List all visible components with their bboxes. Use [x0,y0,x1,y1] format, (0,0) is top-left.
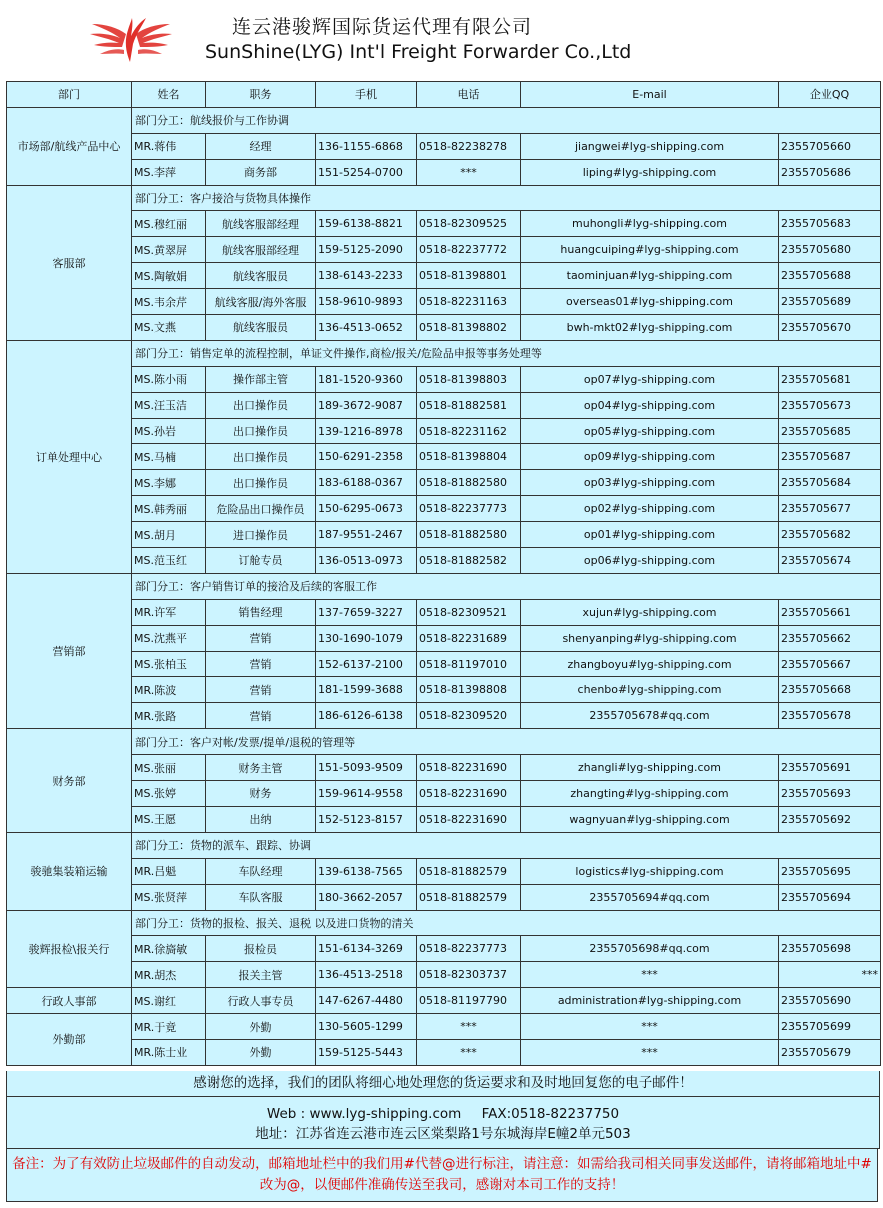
staff-email: op06#lyg-shipping.com [521,548,779,574]
table-row [7,392,881,418]
staff-mobile: 159-5125-2090 [316,237,417,263]
staff-title: 财务主管 [206,755,316,781]
staff-phone: 0518-81398801 [417,263,521,289]
staff-email: zhangboyu#lyg-shipping.com [521,651,779,677]
table-row [7,1039,881,1065]
staff-title: 航线客服员 [206,315,316,341]
staff-name: MS.张贤萍 [132,884,206,910]
staff-title: 航线客服员 [206,263,316,289]
staff-phone: 0518-81882580 [417,522,521,548]
table-row [7,289,881,315]
staff-name: MS.陈小雨 [132,366,206,392]
staff-mobile: 138-6143-2233 [316,263,417,289]
staff-name: MR.胡杰 [132,962,206,988]
staff-title: 行政人事专员 [206,988,316,1014]
staff-email: liping#lyg-shipping.com [521,159,779,185]
staff-phone: *** [417,1039,521,1065]
staff-phone: 0518-82309520 [417,703,521,729]
staff-qq: 2355705699 [779,1014,881,1040]
staff-email: *** [521,962,779,988]
staff-email: administration#lyg-shipping.com [521,988,779,1014]
staff-phone: 0518-81882581 [417,392,521,418]
staff-title: 航线客服部经理 [206,237,316,263]
staff-mobile: 152-5123-8157 [316,806,417,832]
address-text: 地址：江苏省连云港市连云区棠梨路1号东城海岸E幢2单元503 [255,1126,631,1142]
staff-mobile: 189-3672-9087 [316,392,417,418]
staff-qq: 2355705687 [779,444,881,470]
table-row [7,625,881,651]
staff-qq: 2355705698 [779,936,881,962]
department-duty-row [7,185,881,211]
staff-phone: *** [417,1014,521,1040]
staff-name: MS.韦余芹 [132,289,206,315]
staff-title: 报检员 [206,936,316,962]
staff-mobile: 159-9614-9558 [316,781,417,807]
table-row [7,211,881,237]
department-name: 财务部 [7,729,132,833]
staff-phone: 0518-81398808 [417,677,521,703]
staff-qq: 2355705682 [779,522,881,548]
table-row [7,677,881,703]
staff-name: MS.韩秀丽 [132,496,206,522]
department-duty: 部门分工：货物的派车、跟踪、协调 [132,832,881,858]
staff-qq: 2355705679 [779,1039,881,1065]
department-name: 市场部/航线产品中心 [7,107,132,185]
staff-title: 财务 [206,781,316,807]
staff-phone: 0518-81197790 [417,988,521,1014]
staff-email: *** [521,1014,779,1040]
staff-mobile: 150-6291-2358 [316,444,417,470]
staff-email: shenyanping#lyg-shipping.com [521,625,779,651]
staff-qq: 2355705685 [779,418,881,444]
staff-mobile: 150-6295-0673 [316,496,417,522]
staff-name: MS.张丽 [132,755,206,781]
department-name: 行政人事部 [7,988,132,1014]
company-name-en: SunShine(LYG) Int'l Freight Forwarder Co.,Ltd [205,41,632,63]
staff-phone: 0518-82231689 [417,625,521,651]
department-duty-row [7,340,881,366]
staff-name: MR.吕魁 [132,858,206,884]
staff-qq: 2355705667 [779,651,881,677]
staff-name: MS.张婷 [132,781,206,807]
table-row [7,315,881,341]
staff-title: 销售经理 [206,599,316,625]
staff-email: wagnyuan#lyg-shipping.com [521,806,779,832]
column-header: E-mail [521,82,779,108]
staff-phone: 0518-82237773 [417,496,521,522]
staff-phone: 0518-81398804 [417,444,521,470]
staff-name: MS.文燕 [132,315,206,341]
staff-phone: 0518-82309525 [417,211,521,237]
staff-mobile: 181-1599-3688 [316,677,417,703]
department-name: 订单处理中心 [7,340,132,573]
staff-mobile: 139-6138-7565 [316,858,417,884]
header-row [7,82,881,108]
staff-name: MS.陶敏娟 [132,263,206,289]
email-note: 备注：为了有效防止垃圾邮件的自动发动，邮箱地址栏中的我们用#代替@进行标注，请注意：如需给我司相关同事发送邮件，请将邮箱地址中#改为@，以便邮件准确传送至我司，感谢对本司工作的支持！ [6,1149,878,1202]
staff-qq: 2355705693 [779,781,881,807]
staff-email: muhongli#lyg-shipping.com [521,211,779,237]
department-name: 骏辉报检\报关行 [7,910,132,988]
staff-name: MR.许军 [132,599,206,625]
website-text: Web : www.lyg-shipping.com [266,1106,462,1122]
staff-email: op03#lyg-shipping.com [521,470,779,496]
table-row [7,781,881,807]
staff-qq: 2355705692 [779,806,881,832]
staff-title: 车队经理 [206,858,316,884]
staff-phone: *** [417,159,521,185]
staff-phone: 0518-82231690 [417,781,521,807]
staff-qq: 2355705690 [779,988,881,1014]
staff-qq: 2355705674 [779,548,881,574]
table-row [7,936,881,962]
staff-email: *** [521,1039,779,1065]
staff-mobile: 181-1520-9360 [316,366,417,392]
staff-email: 2355705698#qq.com [521,936,779,962]
staff-title: 进口操作员 [206,522,316,548]
staff-email: bwh-mkt02#lyg-shipping.com [521,315,779,341]
table-row [7,522,881,548]
page-header [0,0,883,78]
staff-email: zhangting#lyg-shipping.com [521,781,779,807]
column-header: 部门 [7,82,132,108]
table-row [7,548,881,574]
staff-mobile: 130-1690-1079 [316,625,417,651]
staff-title: 出口操作员 [206,418,316,444]
staff-mobile: 139-1216-8978 [316,418,417,444]
department-duty: 部门分工：客户接洽与货物具体操作 [132,185,881,211]
staff-email: 2355705694#qq.com [521,884,779,910]
staff-email: logistics#lyg-shipping.com [521,858,779,884]
table-row [7,133,881,159]
staff-title: 营销 [206,677,316,703]
staff-mobile: 187-9551-2467 [316,522,417,548]
staff-phone: 0518-81197010 [417,651,521,677]
staff-qq: 2355705684 [779,470,881,496]
staff-email: op01#lyg-shipping.com [521,522,779,548]
staff-title: 营销 [206,651,316,677]
department-duty-row [7,107,881,133]
staff-name: MS.王愿 [132,806,206,832]
staff-name: MR.于竟 [132,1014,206,1040]
staff-name: MS.穆红丽 [132,211,206,237]
staff-qq: 2355705683 [779,211,881,237]
staff-mobile: 186-6126-6138 [316,703,417,729]
department-duty-row [7,729,881,755]
table-header [7,82,881,108]
staff-qq: 2355705673 [779,392,881,418]
staff-qq: 2355705677 [779,496,881,522]
staff-qq: 2355705694 [779,884,881,910]
staff-title: 操作部主管 [206,366,316,392]
table-row [7,1014,881,1040]
staff-email: op09#lyg-shipping.com [521,444,779,470]
table-row [7,962,881,988]
staff-name: MR.陈士业 [132,1039,206,1065]
department-duty: 部门分工：客户对帐/发票/提单/退税的管理等 [132,729,881,755]
staff-phone: 0518-81398802 [417,315,521,341]
table-row [7,366,881,392]
staff-mobile: 136-1155-6868 [316,133,417,159]
staff-title: 商务部 [206,159,316,185]
staff-title: 车队客服 [206,884,316,910]
staff-title: 营销 [206,703,316,729]
staff-email: op02#lyg-shipping.com [521,496,779,522]
staff-qq: 2355705688 [779,263,881,289]
table-row [7,599,881,625]
staff-mobile: 159-5125-5443 [316,1039,417,1065]
column-header: 职务 [206,82,316,108]
staff-title: 出口操作员 [206,392,316,418]
table-row [7,755,881,781]
staff-phone: 0518-81882582 [417,548,521,574]
staff-name: MS.范玉红 [132,548,206,574]
staff-name: MR.徐旖敏 [132,936,206,962]
table-row [7,470,881,496]
staff-email: xujun#lyg-shipping.com [521,599,779,625]
staff-phone: 0518-81882579 [417,858,521,884]
staff-email: op05#lyg-shipping.com [521,418,779,444]
table-row [7,444,881,470]
staff-qq: 2355705660 [779,133,881,159]
staff-qq: 2355705691 [779,755,881,781]
department-duty-row [7,910,881,936]
staff-phone: 0518-82237772 [417,237,521,263]
staff-phone: 0518-81882579 [417,884,521,910]
staff-email: 2355705678#qq.com [521,703,779,729]
staff-qq: 2355705689 [779,289,881,315]
staff-email: taominjuan#lyg-shipping.com [521,263,779,289]
staff-qq: 2355705681 [779,366,881,392]
staff-phone: 0518-82231163 [417,289,521,315]
staff-title: 出口操作员 [206,444,316,470]
table-body [7,107,881,1065]
table-row [7,159,881,185]
staff-name: MR.蒋伟 [132,133,206,159]
thanks-message: 感谢您的选择，我们的团队将细心地处理您的货运要求和及时地回复您的电子邮件！ [6,1071,880,1097]
staff-mobile: 183-6188-0367 [316,470,417,496]
staff-mobile: 180-3662-2057 [316,884,417,910]
staff-qq: *** [779,962,881,988]
staff-email: op07#lyg-shipping.com [521,366,779,392]
staff-title: 外勤 [206,1014,316,1040]
staff-qq: 2355705695 [779,858,881,884]
staff-title: 危险品出口操作员 [206,496,316,522]
department-name: 外勤部 [7,1014,132,1066]
table-row [7,237,881,263]
staff-phone: 0518-82309521 [417,599,521,625]
staff-mobile: 136-4513-2518 [316,962,417,988]
table-row [7,806,881,832]
staff-mobile: 151-6134-3269 [316,936,417,962]
table-row [7,263,881,289]
department-duty-row [7,832,881,858]
staff-qq: 2355705680 [779,237,881,263]
column-header: 手机 [316,82,417,108]
staff-name: MS.李娜 [132,470,206,496]
staff-title: 出口操作员 [206,470,316,496]
department-duty: 部门分工：航线报价与工作协调 [132,107,881,133]
staff-title: 出纳 [206,806,316,832]
staff-title: 经理 [206,133,316,159]
staff-mobile: 147-6267-4480 [316,988,417,1014]
staff-title: 营销 [206,625,316,651]
table-row [7,418,881,444]
staff-title: 订舱专员 [206,548,316,574]
staff-email: zhangli#lyg-shipping.com [521,755,779,781]
table-row [7,496,881,522]
staff-qq: 2355705662 [779,625,881,651]
column-header: 姓名 [132,82,206,108]
staff-phone: 0518-81882580 [417,470,521,496]
staff-title: 航线客服部经理 [206,211,316,237]
table-row [7,988,881,1014]
staff-qq: 2355705670 [779,315,881,341]
staff-mobile: 159-6138-8821 [316,211,417,237]
staff-name: MR.张路 [132,703,206,729]
staff-mobile: 158-9610-9893 [316,289,417,315]
staff-name: MS.谢红 [132,988,206,1014]
staff-qq: 2355705668 [779,677,881,703]
staff-mobile: 151-5093-9509 [316,755,417,781]
staff-name: MS.李萍 [132,159,206,185]
department-name: 骏驰集装箱运输 [7,832,132,910]
department-duty: 部门分工：货物的报检、报关、退税 以及进口货物的清关 [132,910,881,936]
staff-directory-table [6,81,881,1066]
department-name: 客服部 [7,185,132,340]
staff-mobile: 136-4513-0652 [316,315,417,341]
staff-email: op04#lyg-shipping.com [521,392,779,418]
department-name: 营销部 [7,573,132,728]
staff-email: chenbo#lyg-shipping.com [521,677,779,703]
staff-phone: 0518-82238278 [417,133,521,159]
staff-name: MS.黄翠屏 [132,237,206,263]
staff-email: jiangwei#lyg-shipping.com [521,133,779,159]
staff-name: MS.胡月 [132,522,206,548]
staff-name: MS.沈燕平 [132,625,206,651]
staff-phone: 0518-82231690 [417,755,521,781]
staff-title: 报关主管 [206,962,316,988]
staff-mobile: 151-5254-0700 [316,159,417,185]
staff-qq: 2355705661 [779,599,881,625]
staff-phone: 0518-82303737 [417,962,521,988]
staff-phone: 0518-82237773 [417,936,521,962]
staff-qq: 2355705678 [779,703,881,729]
staff-email: huangcuiping#lyg-shipping.com [521,237,779,263]
column-header: 电话 [417,82,521,108]
company-name-cn: 连云港骏辉国际货运代理有限公司 [232,16,533,38]
staff-name: MS.汪玉洁 [132,392,206,418]
phoenix-logo-icon [88,12,172,64]
department-duty: 部门分工：销售定单的流程控制，单证文件操作,商检/报关/危险品申报等事务处理等 [132,340,881,366]
staff-title: 航线客服/海外客服 [206,289,316,315]
staff-phone: 0518-81398803 [417,366,521,392]
staff-email: overseas01#lyg-shipping.com [521,289,779,315]
staff-name: MS.马楠 [132,444,206,470]
staff-mobile: 152-6137-2100 [316,651,417,677]
staff-phone: 0518-82231690 [417,806,521,832]
staff-phone: 0518-82231162 [417,418,521,444]
staff-mobile: 137-7659-3227 [316,599,417,625]
table-row [7,884,881,910]
department-duty-row [7,573,881,599]
staff-name: MS.孙岩 [132,418,206,444]
staff-name: MS.张柏玉 [132,651,206,677]
staff-title: 外勤 [206,1039,316,1065]
staff-qq: 2355705686 [779,159,881,185]
department-duty: 部门分工：客户销售订单的接洽及后续的客服工作 [132,573,881,599]
fax-text: FAX:0518-82237750 [481,1106,620,1122]
staff-name: MR.陈波 [132,677,206,703]
table-row [7,703,881,729]
table-row [7,651,881,677]
staff-mobile: 136-0513-0973 [316,548,417,574]
table-row [7,858,881,884]
contact-info [6,1097,880,1149]
staff-mobile: 130-5605-1299 [316,1014,417,1040]
column-header: 企业QQ [779,82,881,108]
